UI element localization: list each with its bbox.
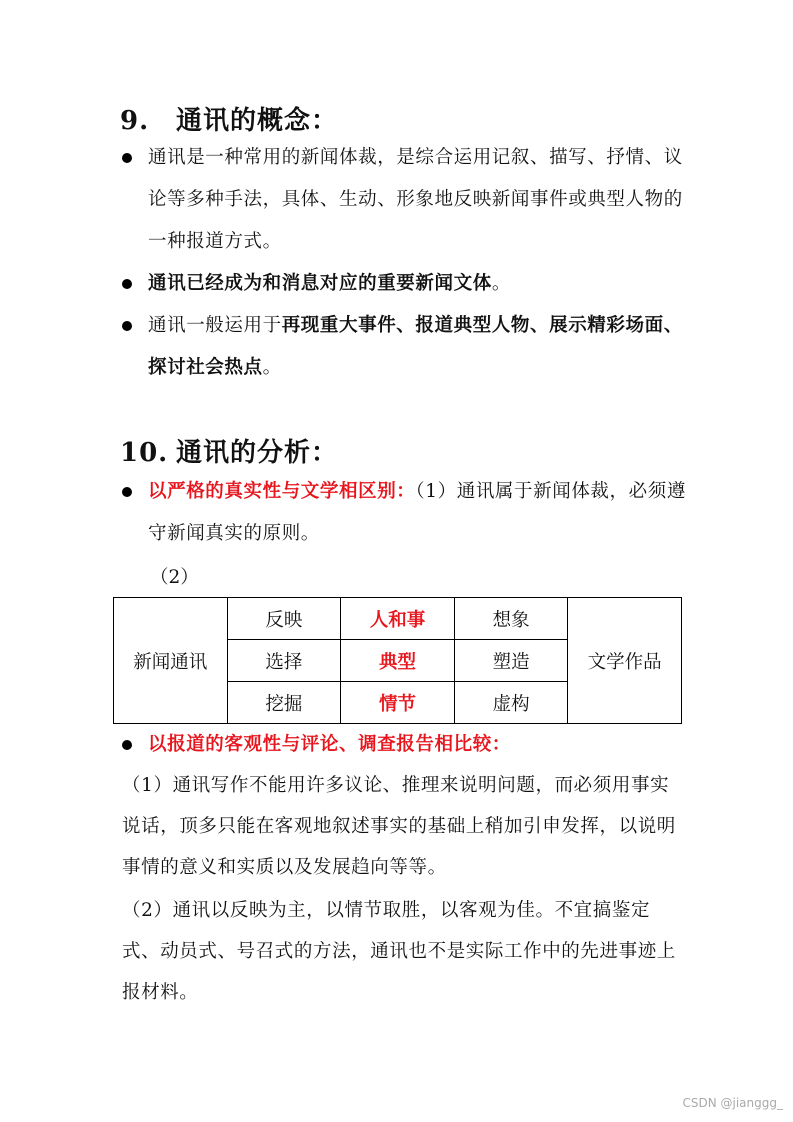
section-10-bullet-1-red: 以严格的真实性与文学相区别：	[148, 481, 416, 502]
section-10-paragraph-1: （1）通讯写作不能用许多议论、推理来说明问题，而必须用事实说话，顶多只能在客观地叙述事实的基础上稍加引申发挥，以说明事情的意义和实质以及发展趋向等等。	[122, 775, 676, 878]
bullet-dot-icon	[122, 321, 132, 331]
table-cell: 虚构	[454, 682, 568, 724]
table-cell-key: 人和事	[341, 598, 455, 640]
section-10-bullet-1-rest: （1）通讯属于新闻体裁，必须遵守新闻真实的原则。	[148, 481, 686, 544]
table-cell: 选择	[227, 640, 341, 682]
section-9-heading	[120, 100, 338, 137]
bullet-dot-icon	[122, 740, 132, 750]
table-cell: 塑造	[454, 640, 568, 682]
section-9-bullet-1: 通讯是一种常用的新闻体裁，是综合运用记叙、描写、抒情、议论等多种手法，具体、生动、形象地反映新闻事件或典型人物的一种报道方式。	[148, 147, 683, 252]
section-9-bullet-3-bold: 再现重大事件、报道典型人物、展示精彩场面、探讨社会热点	[148, 315, 683, 378]
watermark: CSDN @jianggg_	[682, 1096, 783, 1110]
table-cell-left: 新闻通讯	[114, 598, 228, 724]
section-9-bullet-3-plain: 通讯一般运用于	[148, 315, 282, 336]
section-9-bullet-3-end: 。	[262, 357, 282, 378]
section-9-title: 通讯的概念：	[176, 106, 339, 136]
table-cell: 想象	[454, 598, 568, 640]
section-10-paragraph-2: （2）通讯以反映为主，以情节取胜，以客观为佳。不宜搞鉴定式、动员式、号召式的方法，通讯也不是实际工作中的先进事迹上报材料。	[122, 900, 676, 1003]
section-10-bullet-1	[148, 471, 688, 555]
table-cell-right: 文学作品	[568, 598, 682, 724]
section-9-number: 9.	[120, 106, 150, 136]
section-10-bullet-2	[148, 724, 688, 766]
table-cell: 挖掘	[227, 682, 341, 724]
section-10-bullet-2-red: 以报道的客观性与评论、调查报告相比较：	[148, 734, 511, 755]
table-row	[114, 598, 682, 640]
section-9-bullet-2-end: 。	[491, 273, 511, 294]
bullet-dot-icon	[122, 279, 132, 289]
section-9-bullet-2	[148, 263, 688, 305]
section-10-number: 10.	[120, 438, 169, 468]
table-cell-key: 情节	[341, 682, 455, 724]
section-9-bullet-3	[148, 305, 688, 389]
bullet-dot-icon	[122, 487, 132, 497]
comparison-table	[113, 597, 682, 724]
section-10-label-2: （2）	[150, 567, 199, 588]
bullet-dot-icon	[122, 153, 132, 163]
table-cell: 反映	[227, 598, 341, 640]
section-10-title: 通讯的分析：	[176, 438, 339, 468]
table-cell-key: 典型	[341, 640, 455, 682]
section-9-bullet-2-text: 通讯已经成为和消息对应的重要新闻文体	[148, 273, 492, 294]
section-10-heading	[120, 432, 338, 469]
